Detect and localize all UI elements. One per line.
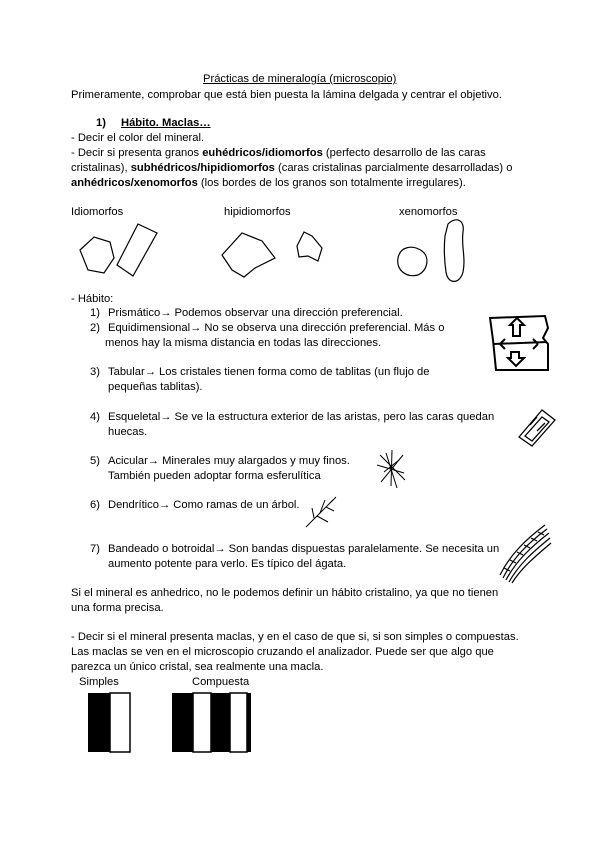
habit-dendritico: Dendrítico→ Como ramas de un árbol. (108, 499, 300, 511)
habito-label: - Hábito: (71, 293, 114, 305)
intro-text: Primeramente, comprobar que está bien puesta la lámina delgada y centrar el objetivo. (71, 89, 502, 101)
habit-acicular: Acicular→ Minerales muy alargados y muy finos. (108, 455, 350, 467)
habit-esqueletal-cont: huecas. (108, 426, 148, 438)
habit-bandeado-cont: aumento potente para verlo. Es típico del ágata. (108, 558, 347, 570)
habit-acicular-cont: También pueden adoptar forma esferulítica (108, 470, 321, 482)
compound-twin-diagram (172, 693, 251, 752)
habit-num-4: 4) (90, 411, 100, 423)
habit-num-6: 6) (90, 499, 100, 511)
grains-line-3: anhédricos/xenomorfos (los bordes de los granos son totalmente irregulares). (71, 177, 466, 189)
simple-twin-diagram (88, 693, 130, 752)
habit-num-3: 3) (90, 366, 100, 378)
section-heading: Hábito. Maclas… (121, 117, 211, 129)
anhedral-note-2: una forma precisa. (71, 602, 164, 614)
maclas-line-2: Las maclas se ven en el microscopio cruzando el analizador. Puede ser que algo que (71, 646, 494, 658)
label-compuesta: Compuesta (192, 676, 250, 688)
habit-bandeado: Bandeado o botroidal→ Son bandas dispuestas paralelamente. Se necesita un (108, 543, 500, 555)
label-xenomorfos: xenomorfos (399, 206, 458, 218)
label-idiomorfos: Idiomorfos (71, 206, 124, 218)
habit-esqueletal: Esqueletal→ Se ve la estructura exterior de las aristas, pero las caras quedan (108, 411, 495, 423)
habit-num-2: 2) (90, 322, 100, 334)
habit-tabular-cont: pequeñas tablitas). (108, 381, 203, 393)
grains-line-1: - Decir si presenta granos euhédricos/idiomorfos (perfecto desarrollo de las caras (71, 147, 486, 159)
habit-num-5: 5) (90, 455, 100, 467)
grains-line-2: cristalinas), subhédricos/hipidiomorfos (caras cristalinas parcialmente desarrolladas) o (71, 162, 513, 174)
habit-equidimensional-cont: menos hay la misma distancia en todas las direcciones. (105, 337, 382, 349)
maclas-line-1: - Decir si el mineral presenta maclas, y en el caso de que si, si son simples o compuestas. (71, 631, 519, 643)
label-simples: Simples (79, 676, 119, 688)
habit-equidimensional: Equidimensional→ No se observa una dirección preferencial. Más o (108, 322, 445, 334)
habit-num-7: 7) (90, 543, 100, 555)
section-number: 1) (96, 117, 106, 129)
maclas-line-3: parezca un único cristal, sea realmente una macla. (71, 661, 324, 673)
anhedral-note-1: Si el mineral es anhedrico, no le podemos definir un hábito cristalino, ya que no tienen (71, 587, 499, 599)
page-title: Prácticas de mineralogía (microscopio) (203, 73, 397, 85)
habit-prismatico: Prismático→ Podemos observar una dirección preferencial. (108, 307, 403, 319)
habit-tabular: Tabular→ Los cristales tienen forma como de tablitas (un flujo de (108, 366, 430, 378)
habit-num-1: 1) (90, 307, 100, 319)
label-hipidiomorfos: hipidiomorfos (224, 206, 291, 218)
color-line: - Decir el color del mineral. (71, 132, 205, 144)
